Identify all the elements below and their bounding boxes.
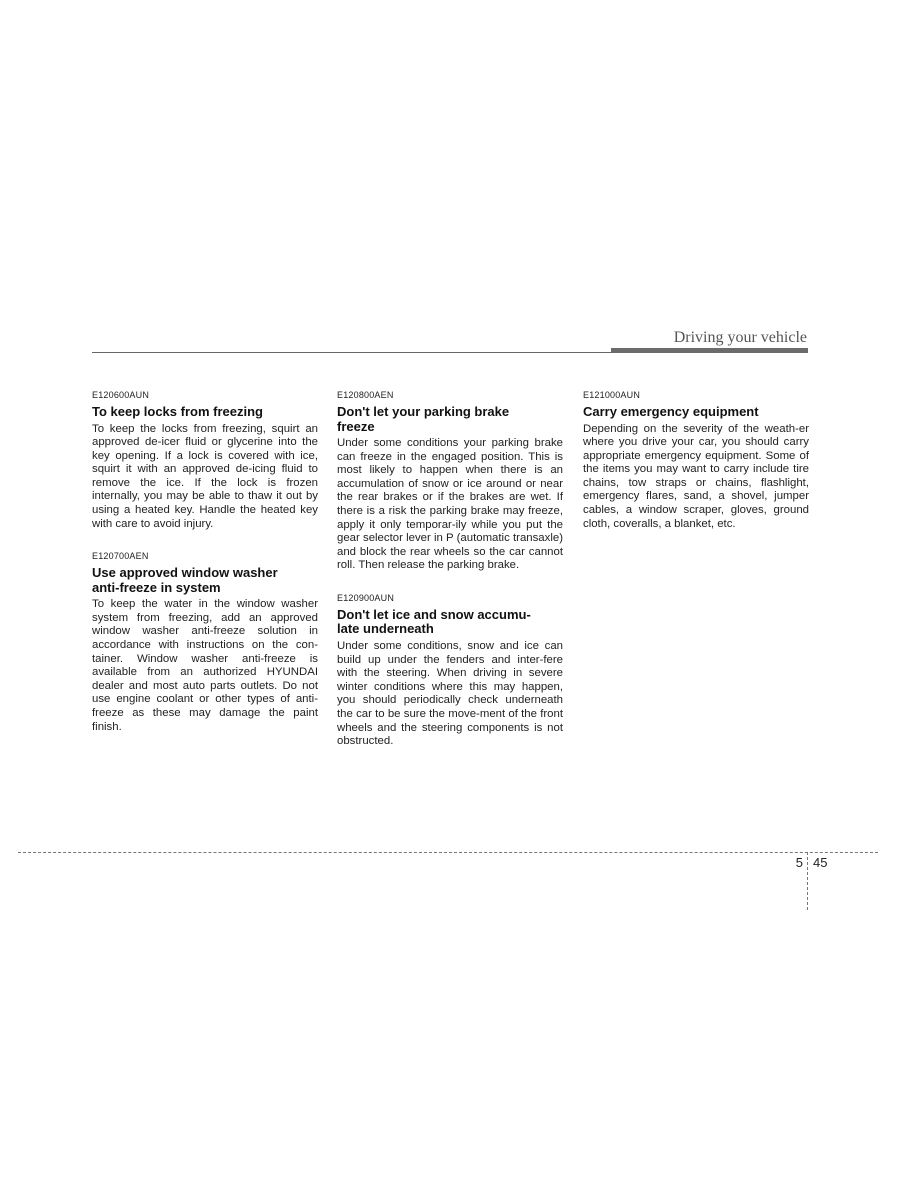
section-code: E121000AUN bbox=[583, 390, 641, 400]
section-body: Under some conditions, snow and ice can build up under the fenders and inter-fere with the steering. When driving in severe winter conditions where this may happen, you should periodically check underneath the car to be sure the move-ment of the front wheels and the steering components is not obstructed. bbox=[337, 639, 563, 748]
section-ice-snow bbox=[337, 593, 563, 749]
section-heading: Carry emergency equipment bbox=[583, 404, 759, 419]
header-rule-thin bbox=[92, 352, 612, 353]
footer-vertical-rule bbox=[807, 852, 808, 910]
column-2 bbox=[337, 390, 563, 767]
section-heading: Don't let ice and snow accumu- late underneath bbox=[337, 606, 531, 637]
footer-rule bbox=[18, 852, 878, 853]
section-heading: Use approved window washer anti-freeze in system bbox=[92, 565, 278, 595]
section-body: Under some conditions your parking brake can freeze in the engaged position. This is most likely to happen when there is an accumulation of snow or ice around or near the rear brakes or if the brakes are wet. If there is a risk the parking brake may freeze, apply it only temporar-ily while you put the gear selector lever in P (automatic transaxle) and block the rear wheels so the car cannot roll. Then release the parking brake. bbox=[337, 437, 563, 572]
page-chapter-number: 5 bbox=[795, 855, 803, 870]
section-parking-brake bbox=[337, 390, 563, 573]
section-body: To keep the water in the window washer system from freezing, add an approved window washer anti-freeze solution in accordance with instructions on the con-tainer. Window washer anti-freeze is available from an authorized HYUNDAI dealer and most auto parts outlets. Do not use engine coolant or other types of anti-freeze as these may damage the paint finish. bbox=[92, 598, 318, 733]
section-window-washer bbox=[92, 551, 318, 734]
section-code: E120800AEN bbox=[337, 390, 394, 400]
section-emergency-equipment bbox=[583, 390, 809, 531]
section-body: Depending on the severity of the weath-er where you drive your car, you should carry appropriate emergency equipment. Some of the items you may want to carry include tire chains, tow straps or chains, flashlight, emergency flares, sand, a shovel, jumper cables, a window scraper, gloves, ground cloth, coveralls, a blanket, etc. bbox=[583, 422, 809, 530]
header-rule-thick bbox=[611, 348, 808, 353]
section-code: E120900AUN bbox=[337, 592, 395, 603]
section-keep-locks bbox=[92, 390, 318, 531]
page-header-title: Driving your vehicle bbox=[673, 329, 807, 346]
page-number: 45 bbox=[813, 855, 828, 870]
section-body: To keep the locks from freezing, squirt an approved de-icer fluid or glycerine into the key opening. If a lock is covered with ice, squirt it with an approved de-icing fluid to remove the ice. If the lock is frozen internally, you may be able to thaw it out by using a heated key. Handle the heated key with care to avoid injury. bbox=[92, 422, 318, 530]
section-heading: Don't let your parking brake freeze bbox=[337, 404, 510, 434]
section-heading: To keep locks from freezing bbox=[92, 404, 263, 419]
column-3 bbox=[583, 390, 809, 549]
section-code: E120600AUN bbox=[92, 390, 150, 400]
column-1 bbox=[92, 390, 318, 752]
section-code: E120700AEN bbox=[92, 551, 149, 562]
